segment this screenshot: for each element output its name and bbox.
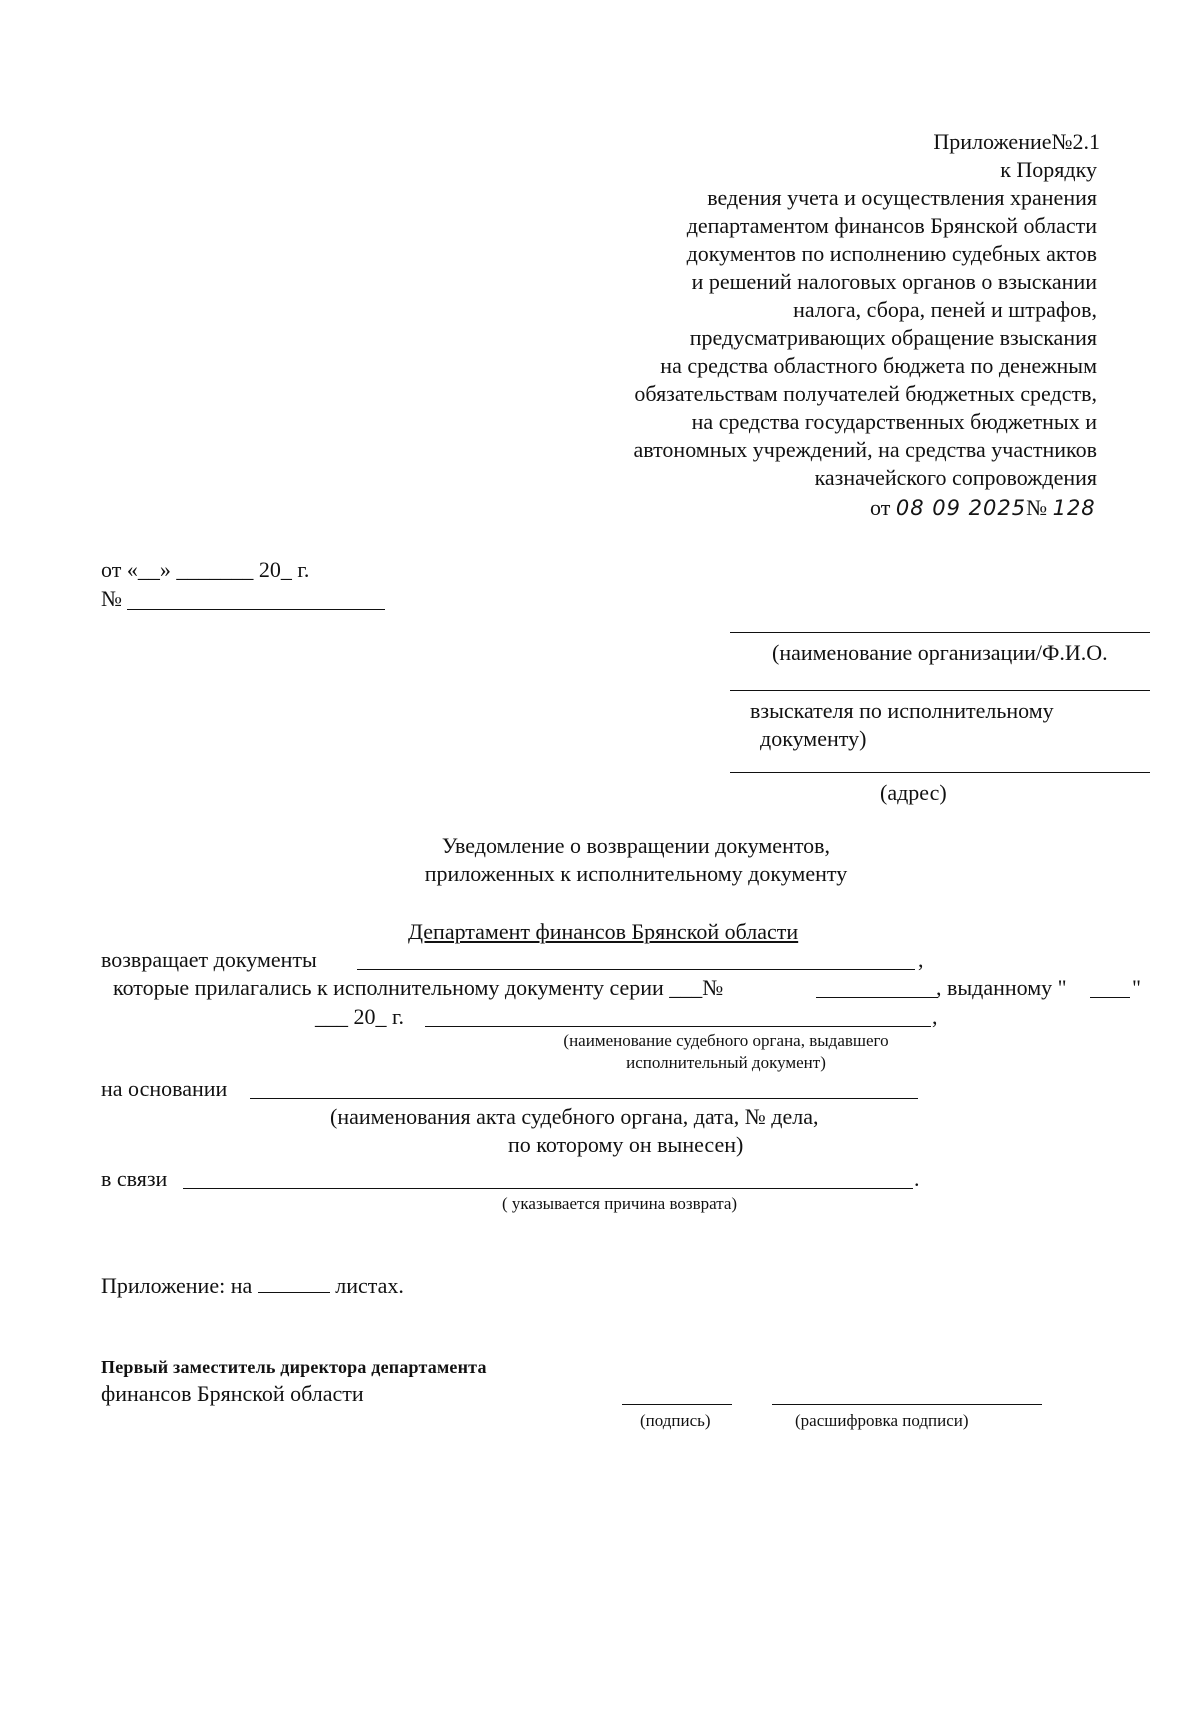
- date-prefix: от: [870, 495, 891, 520]
- header-line: на средства областного бюджета по денежным: [660, 353, 1097, 378]
- issued-label: , выданному ": [936, 975, 1067, 1000]
- outgoing-number-line: [127, 609, 385, 610]
- signature-line: [622, 1404, 732, 1405]
- reason-line: [183, 1188, 913, 1189]
- handwritten-number: 128: [1052, 496, 1096, 520]
- org-name-line: [730, 632, 1150, 633]
- signer-position-2: финансов Брянской области: [101, 1381, 364, 1406]
- appendix-title: Приложение№2.1: [933, 129, 1100, 154]
- signature-decode-line: [772, 1404, 1042, 1405]
- outgoing-number-label: №: [101, 586, 122, 611]
- reason-caption: ( указывается причина возврата): [502, 1194, 738, 1213]
- handwritten-date: 08 09 2025: [895, 496, 1027, 520]
- court-caption-1: (наименование судебного органа, выдавшего: [563, 1031, 889, 1050]
- header-line: на средства государственных бюджетных и: [691, 409, 1097, 434]
- header-line: автономных учреждений, на средства участников: [633, 437, 1097, 462]
- signature-caption: (подпись): [640, 1411, 711, 1430]
- address-caption: (адрес): [880, 780, 947, 805]
- act-caption-2: по которому он вынесен): [508, 1132, 744, 1157]
- org-name-caption: (наименование организации/Ф.И.О.: [772, 640, 1108, 665]
- court-comma: ,: [932, 1004, 938, 1029]
- returns-line: [357, 969, 915, 970]
- returns-label: возвращает документы: [101, 947, 317, 972]
- returns-comma: ,: [918, 947, 924, 972]
- signature-decode-caption: (расшифровка подписи): [795, 1411, 969, 1430]
- issued-day-line: [1090, 997, 1130, 998]
- issued-tail: ": [1132, 975, 1141, 1000]
- attached-text: которые прилагались к исполнительному документу серии ___№: [113, 975, 724, 1000]
- claimant-line: [730, 690, 1150, 691]
- basis-label: на основании: [101, 1076, 228, 1101]
- claimant-caption-2: документу): [760, 726, 867, 751]
- court-caption-2: исполнительный документ): [626, 1053, 826, 1072]
- appendix-suffix: листах.: [335, 1273, 404, 1298]
- year-label: ___ 20_ г.: [315, 1004, 405, 1029]
- reason-period: .: [914, 1166, 920, 1191]
- claimant-caption-1: взыскателя по исполнительному: [750, 698, 1054, 723]
- act-caption-1: (наименования акта судебного органа, дата, № дела,: [330, 1104, 819, 1129]
- to-order: к Порядку: [1000, 157, 1097, 182]
- appendix-prefix: Приложение: на: [101, 1273, 253, 1298]
- notice-title-1: Уведомление о возвращении документов,: [441, 833, 831, 858]
- header-line: ведения учета и осуществления хранения: [707, 185, 1097, 210]
- header-line: документов по исполнению судебных актов: [686, 241, 1097, 266]
- outgoing-date: от «__» _______ 20_ г.: [101, 557, 310, 582]
- number-sign: №: [1026, 495, 1048, 520]
- address-line: [730, 772, 1150, 773]
- header-line: и решений налоговых органов о взыскании: [691, 269, 1097, 294]
- department-name: Департамент финансов Брянской области: [408, 919, 799, 944]
- reason-label: в связи: [101, 1166, 168, 1191]
- header-line: предусматривающих обращение взыскания: [689, 325, 1097, 350]
- signer-position-1: Первый заместитель директора департамента: [101, 1357, 487, 1377]
- series-number-line: [816, 997, 938, 998]
- appendix-sheets-blank: [258, 1274, 330, 1293]
- header-line: обязательствам получателей бюджетных средств,: [634, 381, 1097, 406]
- order-date-line: [870, 494, 1096, 522]
- appendix-line: [101, 1272, 404, 1300]
- header-line: казначейского сопровождения: [814, 465, 1097, 490]
- header-line: налога, сбора, пеней и штрафов,: [793, 297, 1097, 322]
- header-line: департаментом финансов Брянской области: [686, 213, 1097, 238]
- basis-line: [250, 1098, 918, 1099]
- court-name-line: [425, 1026, 931, 1027]
- notice-title-2: приложенных к исполнительному документу: [424, 861, 848, 886]
